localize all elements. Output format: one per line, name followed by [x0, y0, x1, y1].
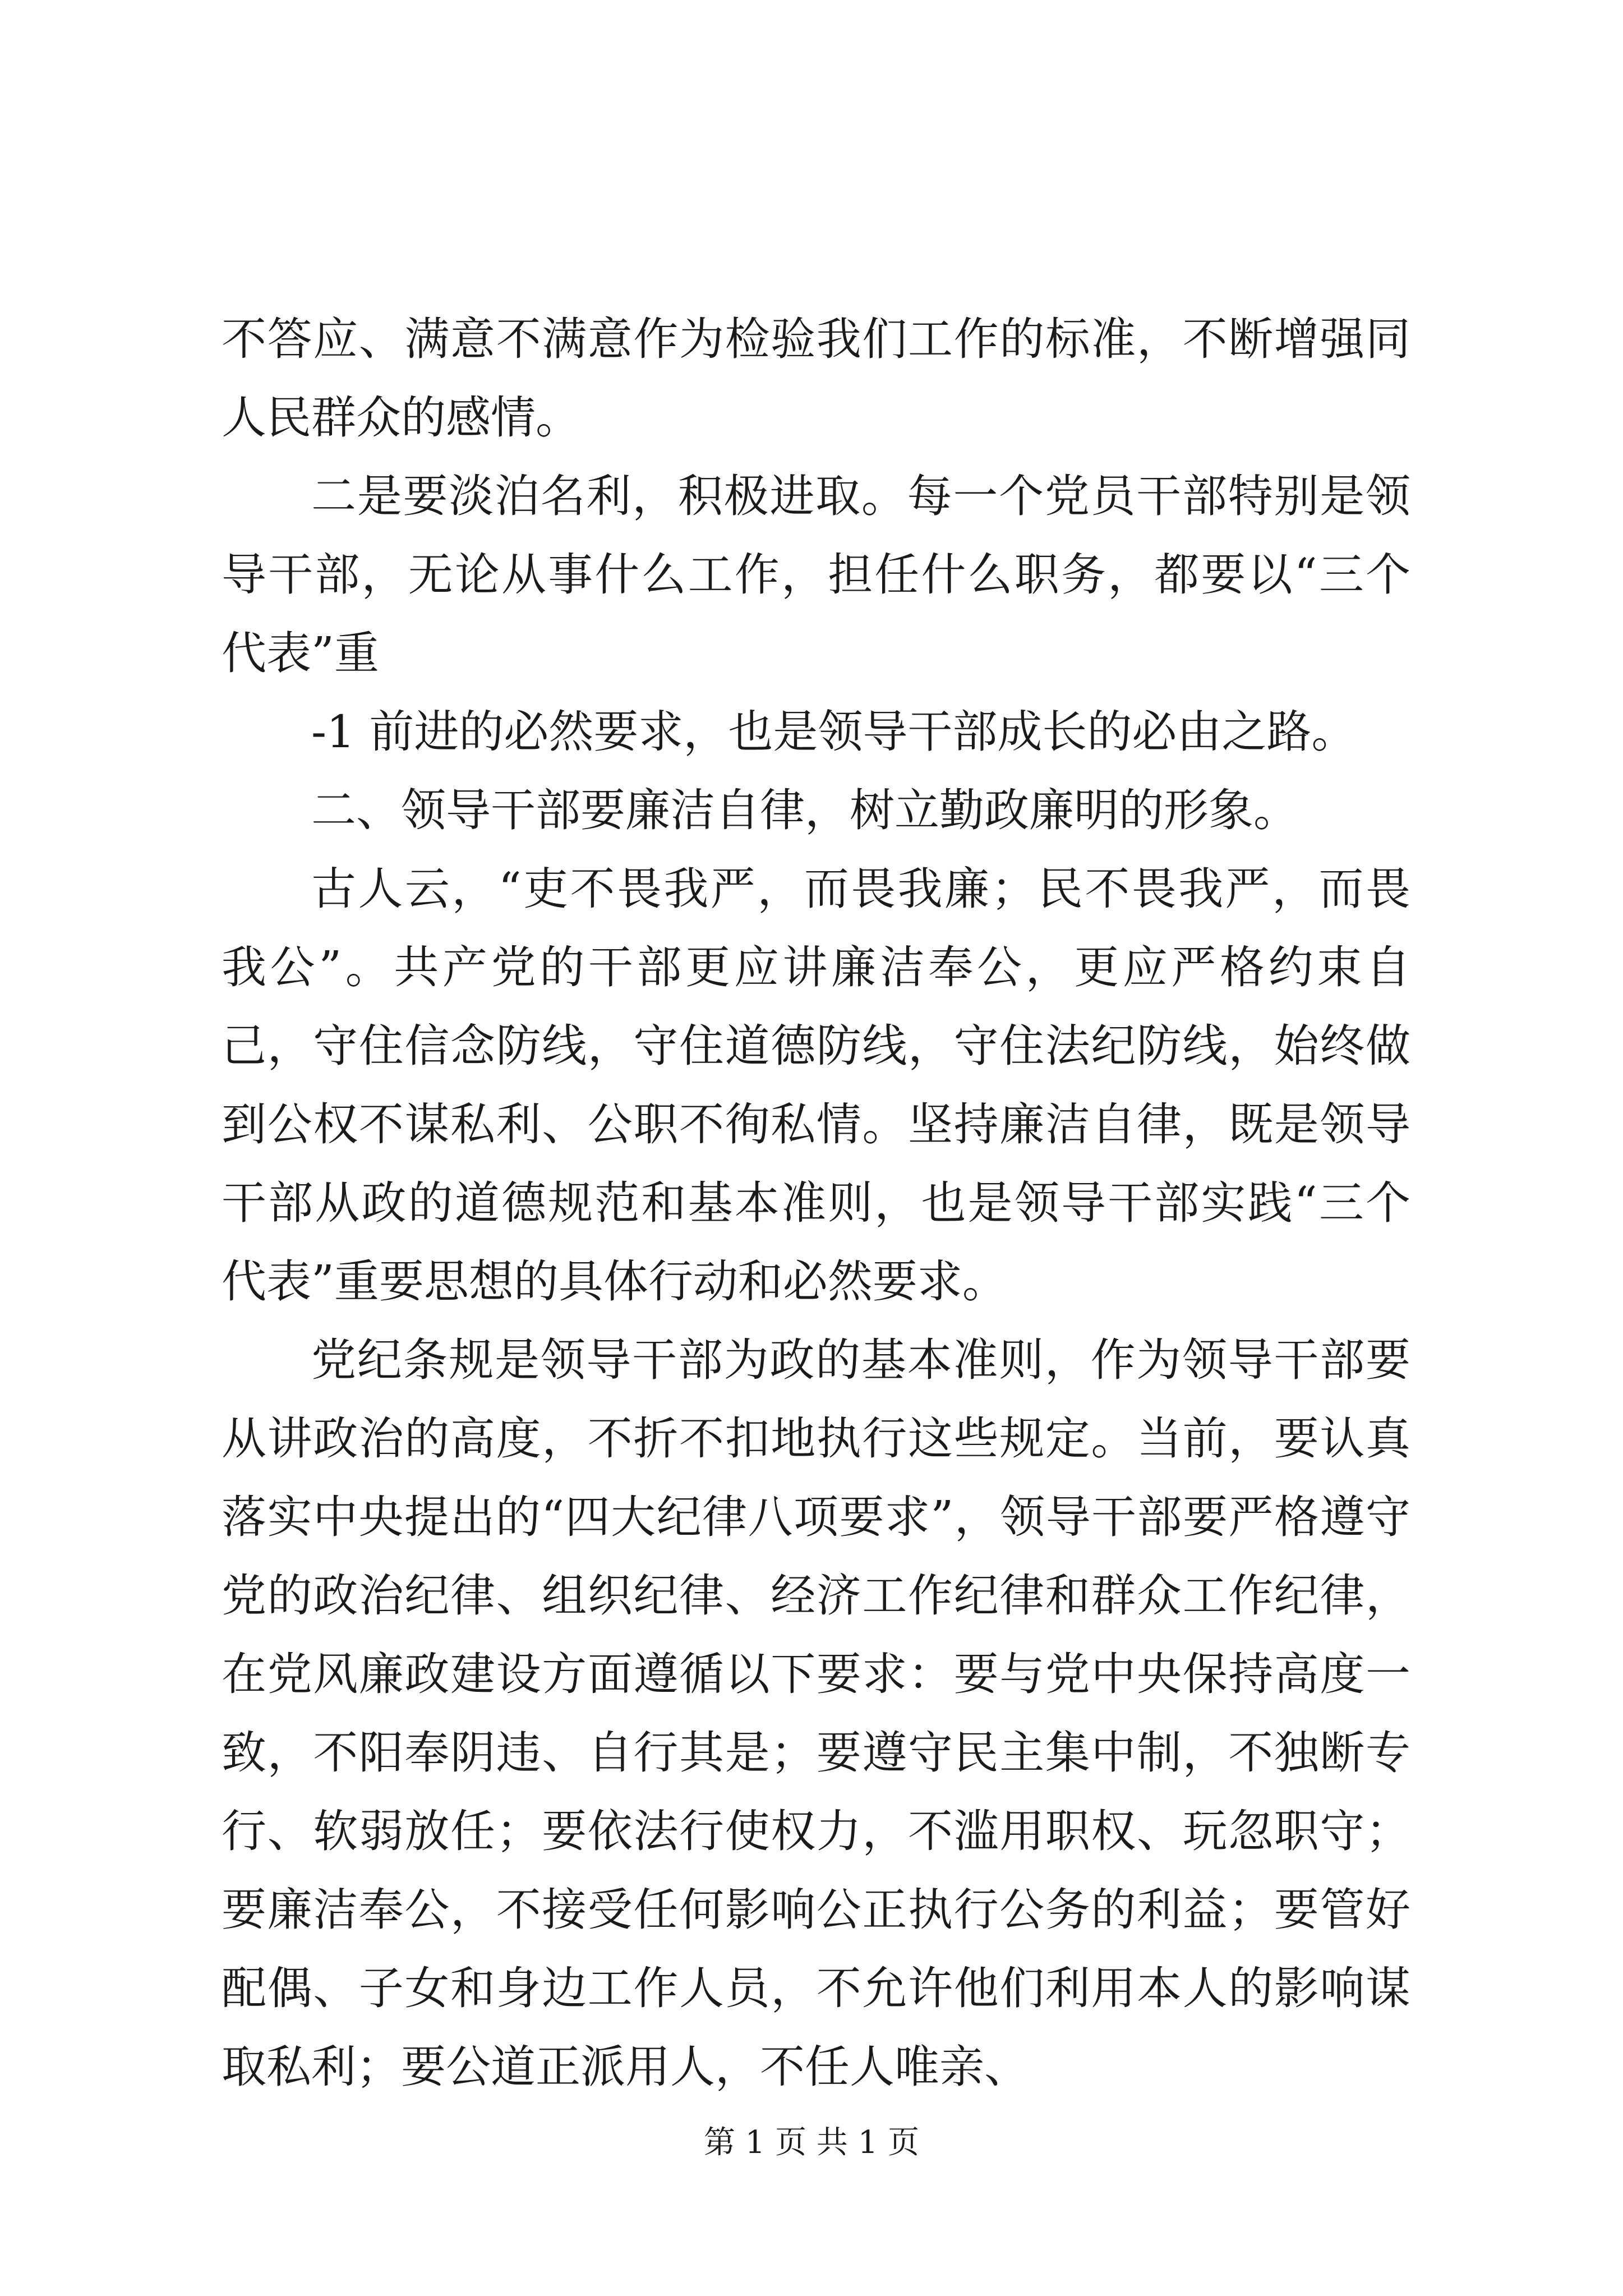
document-body — [222, 300, 1410, 2106]
paragraph-3: -1 前进的必然要求，也是领导干部成长的必由之路。 — [311, 706, 1357, 758]
paragraph-2: 二是要淡泊名利，积极进取。每一个党员干部特别是领导干部，无论从事什么工作，担任什么职务，都要以“三个代表”重 — [222, 470, 1410, 679]
paragraph-4: 古人云，“吏不畏我严，而畏我廉；民不畏我严，而畏我公”。共产党的干部更应讲廉洁奉公，更应严格约束自己，守住信念防线，守住道德防线，守住法纪防线，始终做到公权不谋私利、公职不徇私情。坚持廉洁自律，既是领导干部从政的道德规范和基本准则，也是领导干部实践“三个代表”重要思想的具体行动和必然要求。 — [222, 863, 1410, 1308]
paragraph-1: 不答应、满意不满意作为检验我们工作的标准，不断增强同人民群众的感情。 — [222, 313, 1410, 444]
page-footer: 第 1 页 共 1 页 — [703, 2124, 920, 2161]
section-heading: 二、领导干部要廉洁自律，树立勤政廉明的形象。 — [311, 784, 1298, 836]
paragraph-5: 党纪条规是领导干部为政的基本准则，作为领导干部要从讲政治的高度，不折不扣地执行这些规定。当前，要认真落实中央提出的“四大纪律八项要求”，领导干部要严格遵守党的政治纪律、组织纪律、经济工作纪律和群众工作纪律，在党风廉政建设方面遵循以下要求：要与党中央保持高度一致，不阳奉阴违、自行其是；要遵守民主集中制，不独断专行、软弱放任；要依法行使权力，不滥用职权、玩忽职守；要廉洁奉公，不接受任何影响公正执行公务的利益；要管好配偶、子女和身边工作人员，不允许他们利用本人的影响谋取私利；要公道正派用人，不任人唯亲、 — [222, 1334, 1410, 2093]
